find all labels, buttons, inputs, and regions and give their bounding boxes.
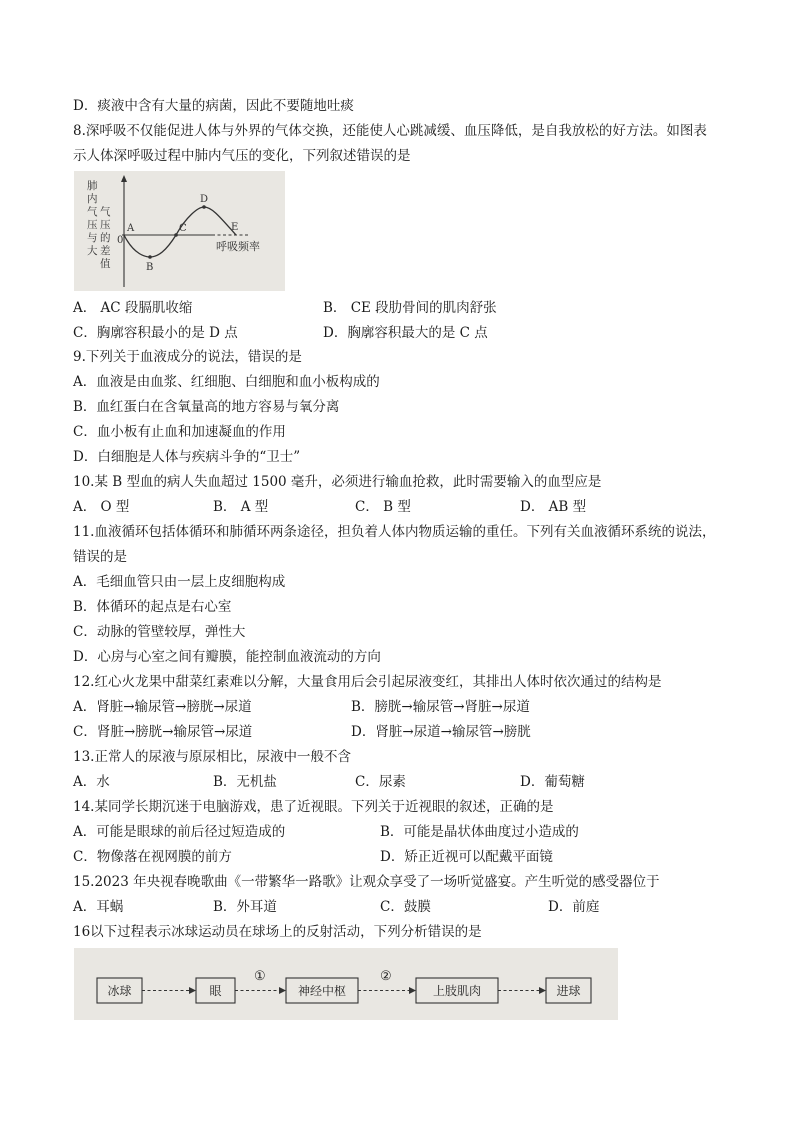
q15-stem: 15.2023 年央视春晚歌曲《一带繁华一路歌》让观众享受了一场听觉盛宴。产生听觉的感受器位于 (73, 874, 660, 890)
q14-option-d: D．矫正近视可以配戴平面镜 (380, 849, 553, 865)
q16-stem: 16以下过程表示冰球运动员在球场上的反射活动，下列分析错误的是 (73, 924, 482, 940)
q9-option-b: B．血红蛋白在含氧量高的地方容易与氧分离 (73, 399, 340, 415)
q13-stem: 13.正常人的尿液与原尿相比，尿液中一般不含 (73, 749, 351, 765)
q8-option-c: C．胸廓容积最小的是 D 点 (73, 325, 238, 341)
ylabel-char: 大 (87, 245, 98, 257)
q13-option-d: D．葡萄糖 (520, 774, 585, 790)
q9-option-a: A．血液是由血浆、红细胞、白细胞和血小板构成的 (73, 374, 380, 390)
q8-stem-line1: 8.深呼吸不仅能促进人体与外界的气体交换，还能使人心跳减缓、血压降低，是自我放松的好方法。如图表 (73, 123, 707, 139)
ylabel-char: 差 (100, 245, 111, 257)
q15-option-b: B．外耳道 (213, 899, 277, 915)
y-axis-arrow (121, 175, 127, 182)
point-b (148, 255, 152, 259)
q10-option-c: C． B 型 (355, 499, 411, 515)
q10-stem: 10.某 B 型血的病人失血超过 1500 毫升，必须进行输血抢救，此时需要输入的血型应是 (73, 474, 602, 490)
ylabel-char: 压 (87, 219, 98, 231)
q9-option-c: C．血小板有止血和加速凝血的作用 (73, 424, 286, 440)
q13-option-a: A．水 (73, 774, 110, 790)
mark-1: ① (254, 969, 266, 984)
label-b: B (146, 262, 154, 273)
q14-option-a: A．可能是眼球的前后径过短造成的 (73, 824, 286, 840)
q9-option-d: D．白细胞是人体与疾病斗争的“卫士” (73, 449, 301, 465)
q15-option-a: A．耳蜗 (73, 899, 124, 915)
label-d: D (200, 194, 209, 205)
q10-option-b: B． A 型 (213, 499, 269, 515)
q9-stem: 9.下列关于血液成分的说法，错误的是 (73, 349, 302, 365)
q8-option-a: A． AC 段膈肌收缩 (73, 300, 193, 316)
q12-option-a: A．肾脏→输尿管→膀胱→尿道 (73, 699, 252, 715)
mark-2: ② (380, 969, 392, 984)
q12-stem: 12.红心火龙果中甜菜红素难以分解，大量食用后会引起尿液变红，其排出人体时依次通过的结构是 (73, 674, 662, 690)
ylabel-char: 内 (87, 193, 98, 205)
ylabel-char: 压 (100, 219, 111, 231)
ylabel-char: 气 (100, 206, 111, 218)
box-score-label: 进球 (556, 984, 581, 998)
q15-option-d: D．前庭 (548, 899, 600, 915)
q7-option-d: D．痰液中含有大量的病菌，因此不要随地吐痰 (73, 98, 354, 114)
q10-option-a: A． O 型 (73, 499, 130, 515)
q11-option-a: A．毛细血管只由一层上皮细胞构成 (73, 574, 286, 590)
q13-option-c: C．尿素 (355, 774, 406, 790)
q11-stem-line2: 错误的是 (73, 549, 127, 565)
q12-option-c: C．肾脏→膀胱→输尿管→尿道 (73, 724, 253, 740)
q16-reflex-flowchart (74, 948, 618, 1020)
label-a: A (127, 223, 135, 234)
point-d (202, 205, 206, 209)
ylabel-char: 与 (87, 232, 98, 244)
point-c (174, 233, 178, 237)
box-nerve-center-label: 神经中枢 (297, 984, 347, 998)
q10-option-d: D． AB 型 (520, 499, 587, 515)
q11-stem-line1: 11.血液循环包括体循环和肺循环两条途径，担负着人体内物质运输的重任。下列有关血液循环系统的说法， (73, 524, 716, 540)
q14-option-b: B．可能是晶状体曲度过小造成的 (380, 824, 579, 840)
box-arm-muscle-label: 上肢肌肉 (432, 984, 482, 998)
q14-option-c: C．物像落在视网膜的前方 (73, 849, 232, 865)
q11-option-b: B．体循环的起点是右心室 (73, 599, 232, 615)
q8-origin: 0 (117, 235, 124, 246)
svg-text:肺内气压与大气压的差值 (87, 179, 111, 270)
ylabel-char: 肺 (87, 180, 98, 192)
ylabel-char: 值 (100, 258, 111, 270)
q8-option-b: B． CE 段肋骨间的肌肉舒张 (323, 300, 497, 316)
box-ice-hockey-label: 冰球 (107, 984, 132, 998)
box-eye-label: 眼 (209, 984, 222, 998)
q8-xlabel: 呼吸频率 (216, 240, 260, 253)
q12-option-d: D．肾脏→尿道→输尿管→膀胱 (351, 724, 531, 740)
q11-option-c: C．动脉的管壁较厚，弹性大 (73, 624, 246, 640)
ylabel-char: 气 (87, 206, 98, 218)
q8-pressure-graph (74, 171, 285, 291)
q8-ylabel (87, 179, 111, 270)
label-c: C (179, 223, 187, 234)
q8-stem-line2: 示人体深呼吸过程中肺内气压的变化，下列叙述错误的是 (73, 148, 411, 164)
q14-stem: 14.某同学长期沉迷于电脑游戏，患了近视眼。下列关于近视眼的叙述，正确的是 (73, 799, 554, 815)
ylabel-char: 的 (100, 232, 111, 244)
q15-option-c: C．鼓膜 (380, 899, 431, 915)
q12-option-b: B．膀胱→输尿管→肾脏→尿道 (351, 699, 530, 715)
q11-option-d: D．心房与心室之间有瓣膜，能控制血液流动的方向 (73, 649, 381, 665)
label-e: E (231, 222, 239, 233)
q8-option-d: D．胸廓容积最大的是 C 点 (323, 325, 488, 341)
q13-option-b: B．无机盐 (213, 774, 277, 790)
